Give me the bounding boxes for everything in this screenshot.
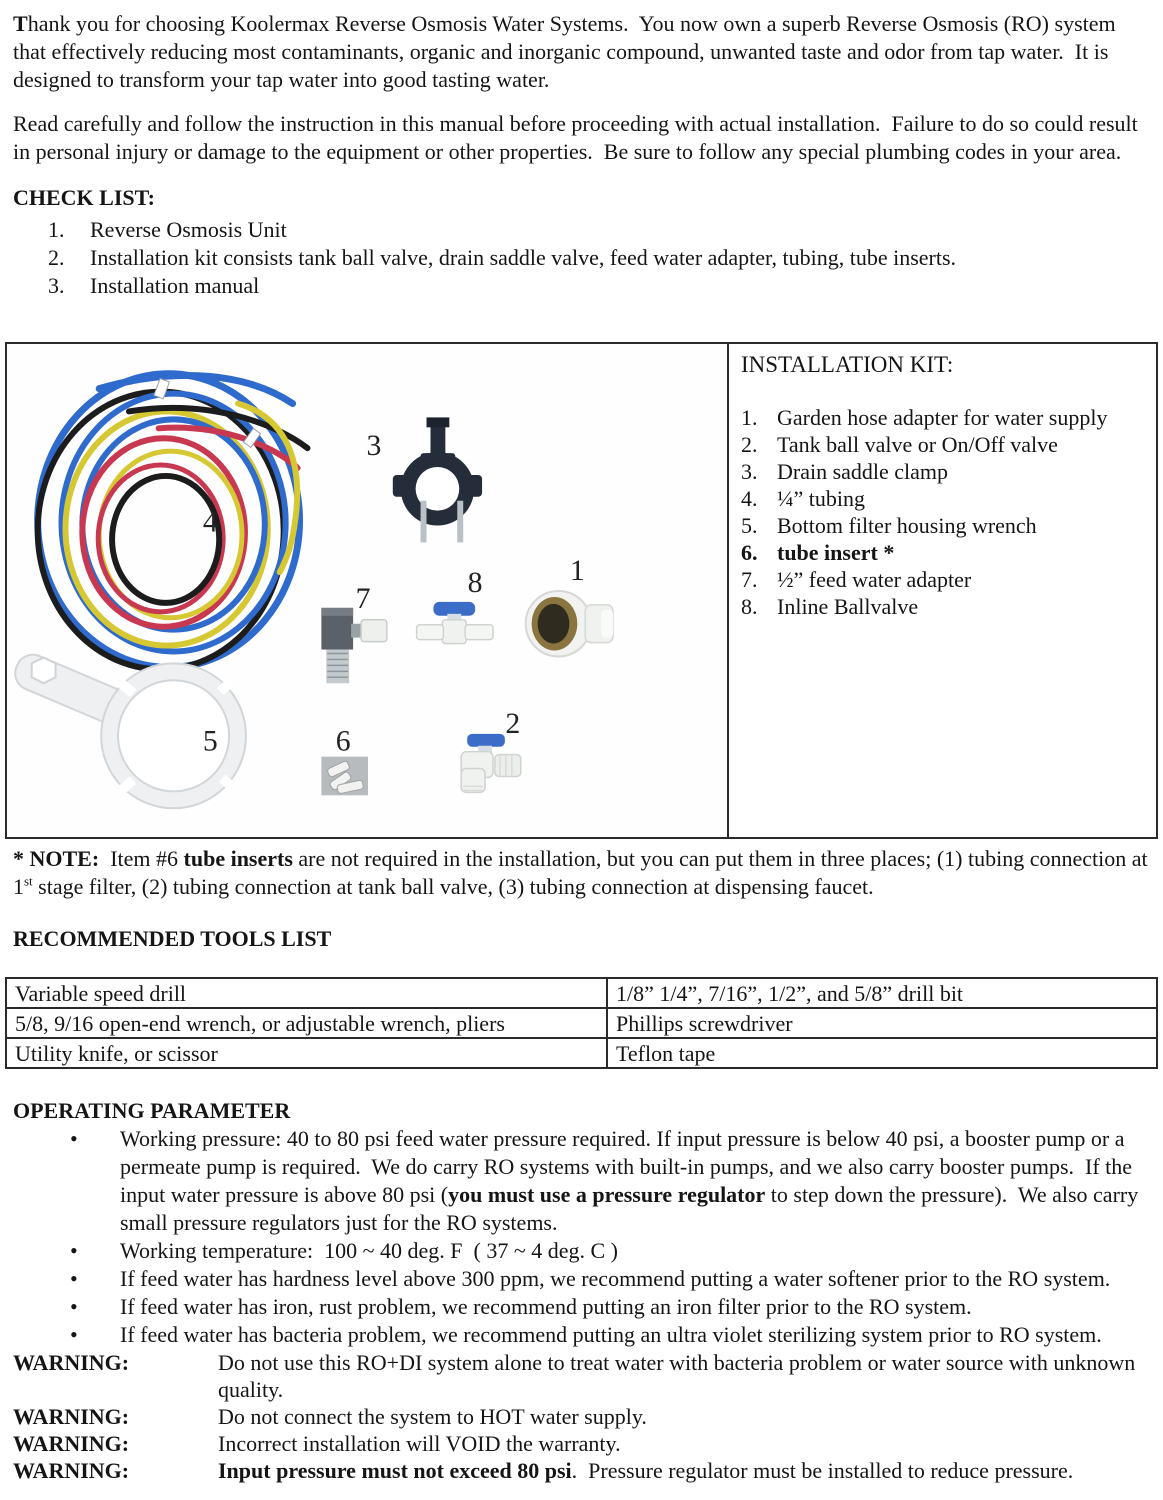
item-text: Reverse Osmosis Unit (90, 217, 287, 242)
figure-label-3: 3 (366, 429, 382, 463)
warning-text: Input pressure must not exceed 80 psi. Pressure regulator must be installed to reduce pressure. (218, 1458, 1074, 1483)
item-text: ½” feed water adapter (777, 567, 972, 592)
note-paragraph (13, 845, 1154, 901)
warning-row (13, 1430, 1150, 1457)
kit-item (741, 593, 1148, 620)
note-bold: tube inserts (183, 846, 293, 871)
item-number: 1. (741, 405, 758, 430)
item-text: Drain saddle clamp (777, 459, 949, 484)
tools-row (6, 1038, 1157, 1068)
item-number: 2. (48, 245, 65, 270)
item-text: Garden hose adapter for water supply (777, 405, 1108, 430)
tools-row (6, 1008, 1157, 1038)
installation-kit-panel (727, 344, 1156, 837)
kit-item (741, 431, 1148, 458)
item-number: 8. (741, 594, 758, 619)
item-text: Tank ball valve or On/Off valve (777, 432, 1058, 457)
check-list (13, 216, 1150, 300)
figure-label-2: 2 (505, 706, 521, 740)
figure-label-6: 6 (335, 724, 351, 758)
operating-parameter-list (13, 1125, 1150, 1349)
check-list-item (48, 272, 1150, 300)
intro-paragraph (13, 10, 1150, 94)
bullet-text: If feed water has hardness level above 300 ppm, we recommend putting a water softener prior to the RO system. (120, 1266, 1111, 1291)
tool-cell: 1/8” 1/4”, 7/16”, 1/2”, and 5/8” drill bit (607, 978, 1157, 1008)
bullet-item (70, 1293, 1150, 1321)
bullet-marker: • (70, 1238, 78, 1263)
item-number: 3. (48, 273, 65, 298)
bullet-marker: • (70, 1294, 78, 1319)
tool-cell: 5/8, 9/16 open-end wrench, or adjustable wrench, pliers (6, 1008, 607, 1038)
note-text: stage filter, (2) tubing connection at tank ball valve, (3) tubing connection at dispensing faucet. (32, 874, 874, 899)
kit-photo (7, 344, 727, 837)
bullet-item (70, 1125, 1150, 1237)
tubing-coil (38, 374, 308, 670)
item-text: Inline Ballvalve (777, 594, 919, 619)
item-text: tube insert * (777, 540, 895, 565)
bullet-marker: • (70, 1126, 78, 1151)
kit-photo-illustration (7, 344, 727, 837)
bullet-item (70, 1321, 1150, 1349)
warning-label: WARNING: (13, 1431, 130, 1456)
figure-label-7: 7 (355, 581, 371, 615)
bullet-text: Working pressure: 40 to 80 psi feed water pressure required. If input pressure is below 40 psi, a booster pump or a permeate pump is required. We do carry RO systems with built-in pumps, and we also carry booster pumps. If the input water pressure is above 80 psi (you must use a pressure regulator to step down the pressure). We also carry small pressure regulators just for the RO systems. (120, 1126, 1144, 1235)
installation-kit-figure (5, 342, 1158, 839)
note-superscript: st (24, 873, 33, 889)
tank-ball-valve (461, 734, 521, 793)
warning-text: Do not use this RO+DI system alone to treat water with bacteria problem or water source with unknown quality. (218, 1350, 1141, 1402)
bullet-text: If feed water has bacteria problem, we recommend putting an ultra violet sterilizing system prior to RO system. (120, 1322, 1102, 1347)
warning-label: WARNING: (13, 1350, 130, 1375)
tool-cell: Utility knife, or scissor (6, 1038, 607, 1068)
read-carefully-paragraph: Read carefully and follow the instruction in this manual before proceeding with actual installation. Failure to do so could result in personal injury or damage to the equipment or other properties. Be sure to follow any special plumbing codes in your area. (13, 111, 1144, 164)
tools-row (6, 978, 1157, 1008)
figure-label-1: 1 (569, 554, 585, 588)
drain-saddle-clamp (393, 417, 482, 542)
item-text: Installation kit consists tank ball valve, drain saddle valve, feed water adapter, tubing, tube inserts. (90, 245, 957, 270)
warning-row (13, 1349, 1150, 1403)
check-list-item (48, 244, 1150, 272)
kit-item (741, 485, 1148, 512)
item-text: ¼” tubing (777, 486, 865, 511)
bullet-text: If feed water has iron, rust problem, we recommend putting an iron filter prior to the RO system. (120, 1294, 972, 1319)
check-list-heading: CHECK LIST: (13, 185, 156, 210)
kit-item (741, 566, 1148, 593)
tool-cell: Phillips screwdriver (607, 1008, 1157, 1038)
kit-item (741, 458, 1148, 485)
kit-item (741, 539, 1148, 566)
item-text: Bottom filter housing wrench (777, 513, 1037, 538)
operating-parameter-heading: OPERATING PARAMETER (13, 1098, 291, 1123)
inline-ballvalve (417, 602, 493, 644)
item-number: 6. (741, 540, 758, 565)
garden-hose-adapter (526, 591, 613, 656)
check-list-item (48, 216, 1150, 244)
item-number: 7. (741, 567, 758, 592)
tool-cell: Variable speed drill (6, 978, 607, 1008)
item-number: 5. (741, 513, 758, 538)
warning-label: WARNING: (13, 1404, 130, 1429)
warning-label: WARNING: (13, 1458, 130, 1483)
tool-cell: Teflon tape (607, 1038, 1157, 1068)
tube-inserts (321, 757, 368, 796)
bullet-marker: • (70, 1322, 78, 1347)
installation-kit-heading: INSTALLATION KIT: (741, 352, 954, 377)
warning-text: Do not connect the system to HOT water supply. (218, 1404, 647, 1429)
kit-item (741, 404, 1148, 431)
item-number: 2. (741, 432, 758, 457)
warning-text: Incorrect installation will VOID the warranty. (218, 1431, 621, 1456)
installation-kit-list (741, 404, 1148, 620)
intro-initial: T (13, 11, 28, 36)
item-number: 1. (48, 217, 65, 242)
note-label: * NOTE: (13, 846, 100, 871)
bullet-text: Working temperature: 100 ~ 40 deg. F ( 37 ~ 4 deg. C ) (120, 1238, 618, 1263)
note-text: are not required in the installation, but you can put them in three places; (1) tubing connection at 1 (13, 846, 1154, 899)
figure-label-4: 4 (202, 505, 218, 539)
intro-text: hank you for choosing Koolermax Reverse Osmosis Water Systems. You now own a superb Reverse Osmosis (RO) system that effectively reducing most contaminants, organic and inorganic compound, unwanted taste and odor from tap water. It is designed to transform your tap water into good tasting water. (13, 11, 1122, 92)
item-text: Installation manual (90, 273, 260, 298)
bullet-marker: • (70, 1266, 78, 1291)
bullet-item (70, 1265, 1150, 1293)
warning-row (13, 1403, 1150, 1430)
tools-heading: RECOMMENDED TOOLS LIST (13, 926, 332, 951)
bullet-item (70, 1237, 1150, 1265)
figure-label-5: 5 (202, 724, 218, 758)
figure-label-8: 8 (467, 565, 483, 599)
kit-item (741, 512, 1148, 539)
note-text: Item #6 (99, 846, 184, 871)
feed-water-adapter (321, 608, 386, 683)
item-number: 3. (741, 459, 758, 484)
warning-row (13, 1457, 1150, 1484)
item-number: 4. (741, 486, 758, 511)
tools-table (5, 977, 1158, 1069)
